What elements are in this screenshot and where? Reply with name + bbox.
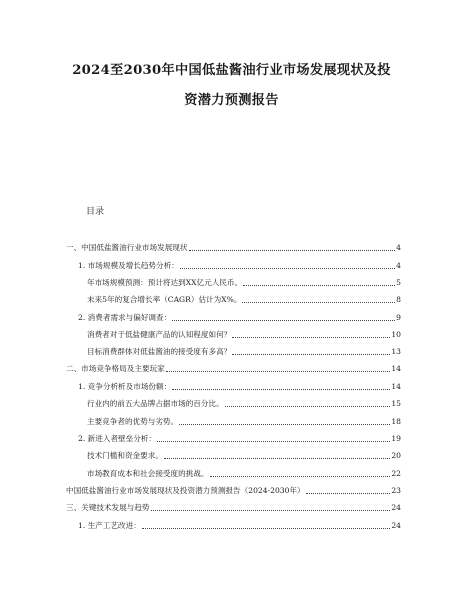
toc-entry-page: 20 [391,451,401,461]
toc-entry[interactable] [66,414,401,430]
toc-dot-leader [172,388,390,390]
toc-dot-leader [166,370,391,372]
toc-entry[interactable] [66,466,401,482]
toc-entry-label: 2. 消费者需求与偏好调查： [78,313,172,323]
toc-entry-label: 1. 竞争分析析及市场份额： [78,382,172,392]
document-title-line-2: 资潜力预测报告 [184,93,279,108]
toc-entry-page: 23 [391,486,401,496]
toc-entry-label: 行业内的前五大品牌占据市场的百分比。 [87,399,224,409]
toc-entry-page: 4 [396,243,401,253]
toc-dot-leader [179,423,390,425]
toc-entry-label: 1. 生产工艺改进： [78,521,141,531]
toc-entry-label: 目标消费群体对低盐酱油的接受度有多高？ [87,347,232,357]
toc-heading: 目录 [86,207,105,217]
toc-entry[interactable] [66,275,401,291]
toc-entry-label: 年市场规模预测：预计将达到XX亿元人民币。 [87,278,243,288]
toc-dot-leader [157,440,390,442]
toc-dot-leader [180,267,395,269]
toc-entry-page: 5 [396,278,401,288]
toc-entry-label: 2. 新进入者壁垒分析： [78,434,157,444]
toc-dot-leader [172,319,395,321]
toc-entry-page: 15 [391,399,401,409]
toc-entry-page: 14 [391,364,401,374]
toc-entry-page: 24 [391,521,401,531]
toc-dot-leader [306,492,391,494]
toc-dot-leader [242,301,395,303]
toc-dot-leader [225,405,391,407]
toc-entry-page: 8 [396,295,401,305]
toc-entry-page: 10 [391,330,401,340]
toc-entry-label: 一、中国低盐酱油行业市场发展现状 [66,243,188,253]
toc-entry-page: 9 [396,313,401,323]
toc-entry-page: 13 [391,347,401,357]
toc-entry[interactable] [66,396,401,412]
toc-entry-page: 22 [391,469,401,479]
toc-dot-leader [189,249,396,251]
toc-entry[interactable] [66,292,401,308]
toc-dot-leader [232,336,390,338]
toc-entry-label: 中国低盐酱油行业市场发展现状及投资潜力预测报告（2024-2030年） [66,486,305,496]
toc-entry-label: 三、关键技术发展与趋势 [66,503,150,513]
toc-dot-leader [164,457,390,459]
toc-dot-leader [151,509,391,511]
toc-entry[interactable] [66,240,401,256]
toc-entry[interactable] [66,448,401,464]
toc-entry-label: 1. 市场规模及增长趋势分析： [78,261,179,271]
toc-entry[interactable] [66,258,401,274]
toc-entry-page: 14 [391,382,401,392]
document-title-line-1: 2024至2030年中国低盐酱油行业市场发展现状及投 [72,63,391,78]
toc-dot-leader [232,353,390,355]
toc-entry-label: 技术门槛和资金要求。 [87,451,163,461]
toc-entry-label: 市场教育成本和社会接受度的挑战。 [87,469,209,479]
toc-dot-leader [243,284,395,286]
toc-entry-label: 二、市场竞争格局及主要玩家 [66,364,165,374]
toc-entry[interactable] [66,361,401,377]
toc-entry-page: 4 [396,261,401,271]
toc-entry[interactable] [66,518,401,534]
toc-entry-label: 主要竞争者的优势与劣势。 [87,417,179,427]
toc-entry[interactable] [66,500,401,516]
toc-entry[interactable] [66,344,401,360]
toc-entry[interactable] [66,431,401,447]
toc-entry-label: 未来5年的复合增长率（CAGR）估计为X%。 [87,295,242,305]
toc-entry[interactable] [66,483,401,499]
toc-dot-leader [210,475,391,477]
toc-entry[interactable] [66,379,401,395]
toc-entry[interactable] [66,310,401,326]
toc-entry-page: 18 [391,417,401,427]
toc-entry-page: 19 [391,434,401,444]
toc-entry-page: 24 [391,503,401,513]
toc-dot-leader [142,527,391,529]
toc-entry[interactable] [66,327,401,343]
toc-entry-label: 消费者对于低盐健康产品的认知程度如何？ [87,330,232,340]
